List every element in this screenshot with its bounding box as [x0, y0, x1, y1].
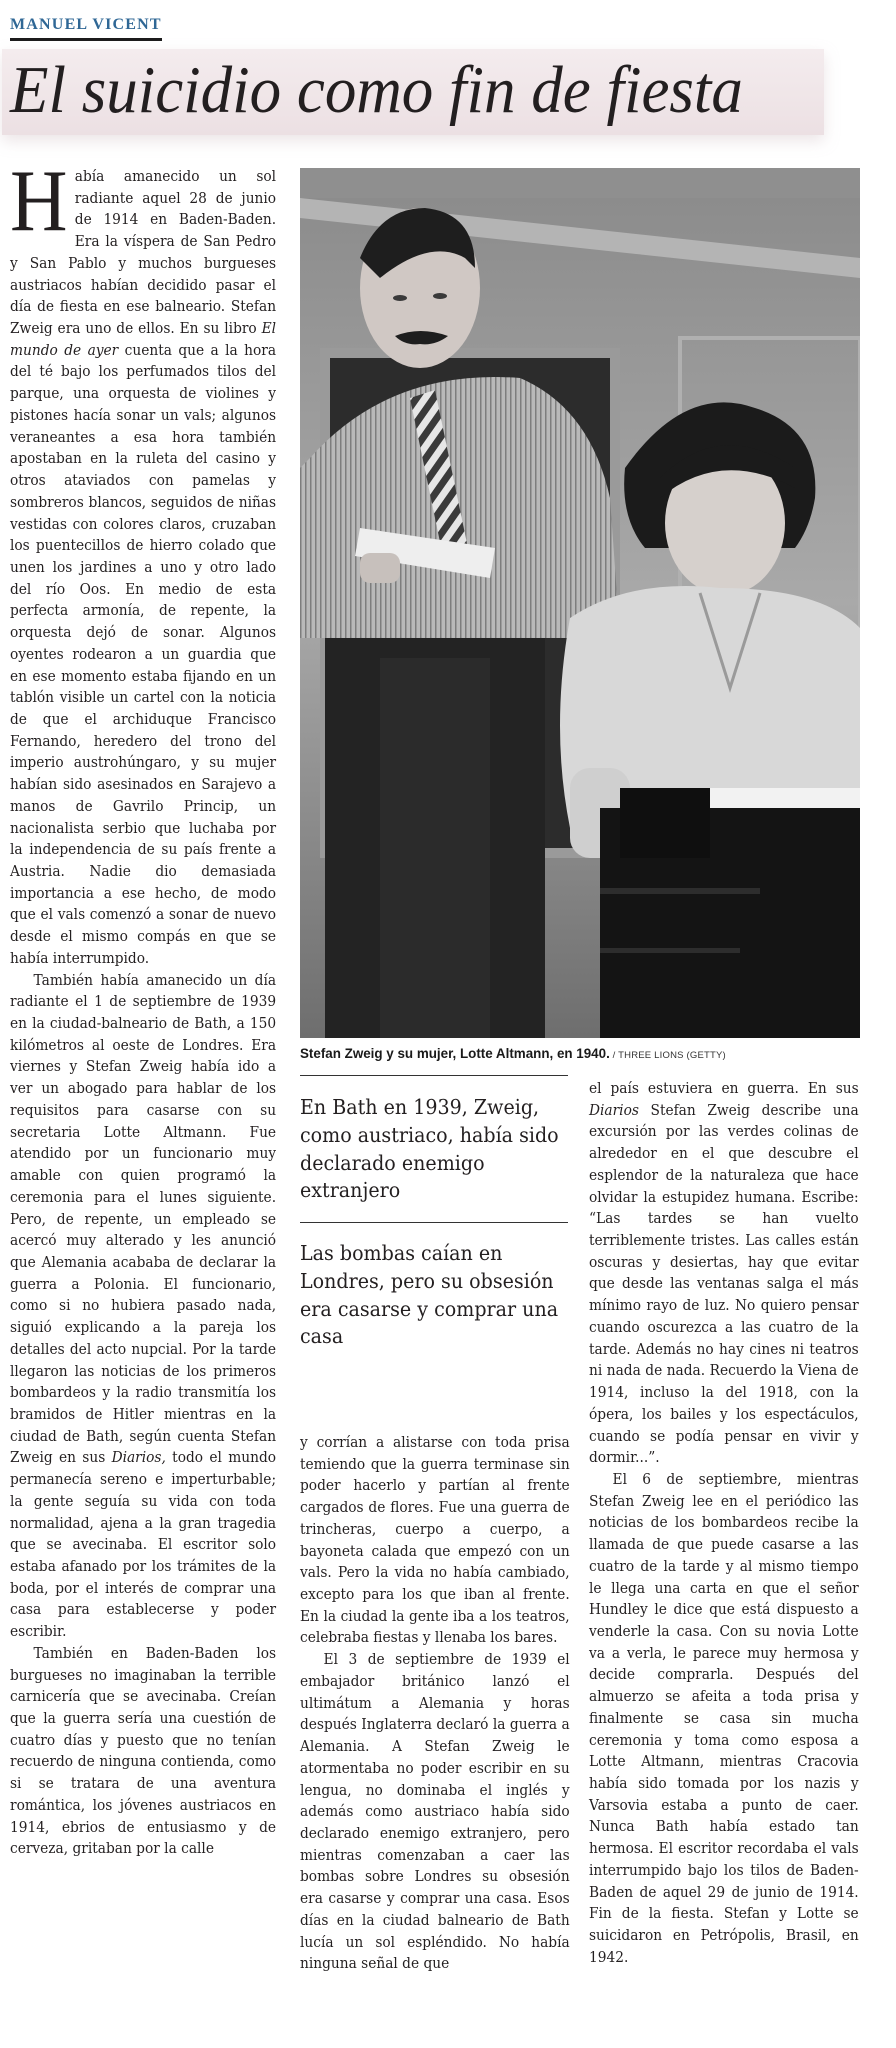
headline: El suicidio como fin de fiesta	[10, 53, 743, 127]
paragraph-3: También en Baden-Baden los burgueses no imaginaban la terrible carnicería que se avecinaba. Creían que la guerra sería una cuestión de cuatro días y puesto que no tenían recuerdo de ninguna contienda, como si se tratara de una aventura romántica, los jóvenes austriacos en 1914, ebrios de entusiasmo y de cerveza, gritaban por la calle	[10, 1643, 277, 1858]
photo-zweig-and-altmann	[300, 168, 860, 1038]
photo-credit: / THREE LIONS (GETTY)	[609, 1050, 726, 1061]
paragraph-4-continued	[589, 1078, 859, 1469]
pull-quote-1: En Bath en 1939, Zweig, como austriaco, había sido declarado enemigo extranjero	[300, 1095, 559, 1203]
divider-rule	[300, 1075, 568, 1076]
book-title: El mundo de ayer	[10, 319, 277, 359]
text-run: todo el mundo permanecía sereno e imperturbable; la gente seguía su vida con toda normalidad, ajena a la gran tragedia que se avecinaba. El escritor solo estaba afanado por los trámites de la boda, por el interés de comprar una casa para establecerse y poder escribir.	[10, 1448, 277, 1641]
paragraph-1	[10, 153, 277, 970]
drop-cap: H	[10, 153, 68, 250]
caption-text: Stefan Zweig y su mujer, Lotte Altmann, en 1940.	[300, 1046, 610, 1061]
photo-caption	[300, 1046, 860, 1061]
photo-image	[300, 168, 860, 1038]
paragraph-3-continued: y corrían a alistarse con toda prisa temiendo que la guerra terminase sin poder hacerlo y partían al frente cargados de flores. Fue una guerra de trincheras, cuerpo a cuerpo, a bayoneta calada que empezó con un vals. Pero la vida no había cambiado, excepto para los que iban al frente. En la ciudad la gente iba a los teatros, celebraba fiestas y llenaba los bares.	[300, 1433, 570, 1647]
pull-quote-2: Las bombas caían en Londres, pero su obsesión era casarse y comprar una casa	[300, 1241, 559, 1349]
divider-rule	[300, 1222, 568, 1223]
paragraph-4: El 3 de septiembre de 1939 el embajador británico lanzó el ultimátum a Alemania y horas después Inglaterra declaró la guerra a Alemania. A Stefan Zweig le atormentaba no poder escribir en su lengua, no dominaba el inglés y además como austriaco había sido declarado enemigo extranjero, pero mientras comenzaban a caer las bombas sobre Londres su obsesión era casarse y comprar una casa. Esos días en la ciudad balneario de Bath lucía un sol espléndido. No había ninguna señal de que	[300, 1650, 570, 1973]
text-run: cuenta que a la hora del té bajo los perfumados tilos del parque, una orquesta de violines y pistones hacía sonar un vals; algunos veraneantes a esa hora también apostaban en la ruleta del casino y otros ataviados con pamelas y sombreros blancos, seguidos de niñas vestidas con colores claros, cruzaban los puentecillos de hierro colado que unen los jardines a uno y otro lado del río Oos. En medio de esta perfecta armonía, de repente, la orquesta dejó de sonar. Algunos oyentes rodearon a un guardia que en ese momento estaba fijando en un tablón visible un cartel con la noticia de que el archiduque Francisco Fernando, heredero del trono del imperio austrohúngaro, y su mujer habían sido asesinados en Sarajevo a manos de Gavrilo Princip, un nacionalista serbio que luchaba por la independencia de su país frente a Austria. Nadie dio demasiada importancia a ese hecho, de modo que el vals comenzó a sonar de nuevo desde el mismo compás en que se había interrumpido.	[10, 340, 277, 967]
article-column-1	[10, 153, 277, 1860]
author-byline: MANUEL VICENT	[10, 16, 162, 41]
text-run: Stefan Zweig describe una excursión por las verdes colinas de alrededor en el que descubre el esplendor de la naturaleza que hace olvidar la estupidez humana. Escribe: “Las tardes se han vuelto terriblemente tristes. Las calles están oscuras y desiertas, hay que evitar que desde las ventanas salga el más mínimo rayo de luz. No quiero pensar cuando oscurezca a las cuatro de la tarde. Además no hay cines ni teatros ni nada de nada. Recuerdo la Viena de 1914, incluso la del 1918, con la ópera, los bailes y los espectáculos, cuando se podía pensar en vivir y dormir...”.	[589, 1100, 859, 1467]
paragraph-2	[10, 970, 276, 1643]
text-run: También había amanecido un día radiante el 1 de septiembre de 1939 en la ciudad-balneario de Bath, a 150 kilómetros al oeste de Londres. Era viernes y Stefan Zweig había ido a ver un abogado para hablar de los requisitos para casarse con su secretaria Lotte Altmann. Fue atendido por un funcionario muy amable con quien programó la ceremonia para el lunes siguiente. Pero, de repente, un empleado se acercó muy alterado y les anunció que Alemania acababa de declarar la guerra a Polonia. El funcionario, como si no hubiera pasado nada, siguió explicando a la pareja los detalles del acto nupcial. Por la tarde llegaron las noticias de los primeros bombardeos y la radio transmitía los bramidos de Hitler mientras en la ciudad de Bath, según cuenta Stefan Zweig en sus	[10, 970, 277, 1467]
article-column-2	[300, 1432, 570, 1975]
text-run: abía amanecido un sol radiante aquel 28 de junio de 1914 en Baden-Baden. Era la víspera de San Pedro y San Pablo y muchos burgueses austriacos habían decidido pasar el día de fiesta en ese balneario. Stefan Zweig era uno de ellos. En su libro	[10, 167, 277, 338]
book-title: Diarios	[589, 1100, 639, 1119]
paragraph-5: El 6 de septiembre, mientras Stefan Zweig lee en el periódico las noticias de los bombardeos recibe la llamada de que puede casarse a las cuatro de la tarde y al mismo tiempo le llega una carta en que el señor Hundley le dice que está dispuesto a venderle la casa. Con su novia Lotte va a verla, le parece muy hermosa y decide comprarla. Después del almuerzo se afeita a toda prisa y finalmente se casa sin mucha ceremonia y toma como esposa a Lotte Altmann, mientras Cracovia había sido tomada por los nazis y Varsovia estaba a punto de caer. Nunca Bath había estado tan hermosa. El escritor recordaba el vals interrumpido bajo los tilos de Baden-Baden de aquel 29 de junio de 1914. Fin de la fiesta. Stefan y Lotte se suicidaron en Petrópolis, Brasil, en 1942.	[589, 1469, 859, 1966]
article-column-3	[589, 1078, 859, 1968]
text-run: el país estuviera en guerra. En sus	[589, 1079, 859, 1097]
book-title: Diarios,	[111, 1448, 166, 1467]
